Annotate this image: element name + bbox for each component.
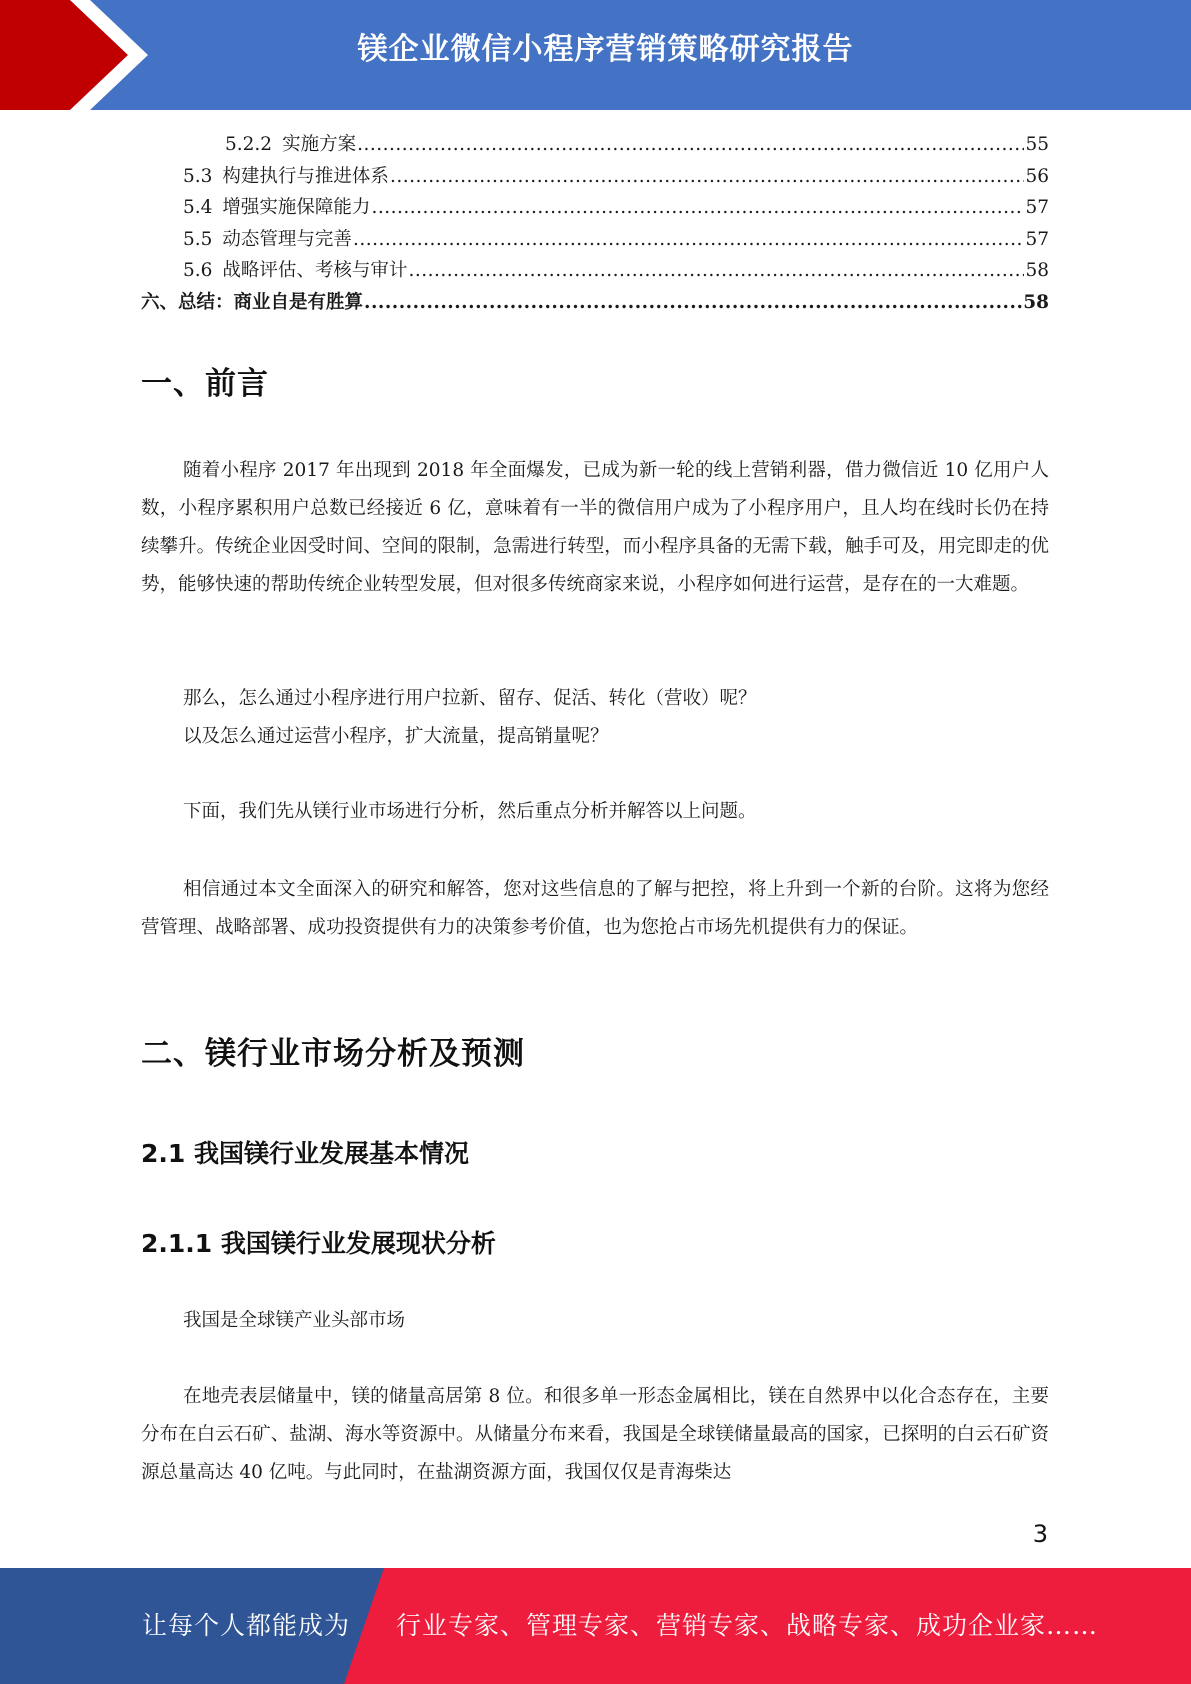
toc-label: 增强实施保障能力 [222, 197, 371, 218]
footer-slogan-left: 让每个人都能成为 [142, 1611, 351, 1640]
toc-label: 实施方案 [282, 134, 357, 155]
toc-entry[interactable] [141, 288, 1049, 320]
page-footer [0, 1568, 1191, 1684]
table-of-contents [141, 130, 1049, 319]
toc-page: 55 [1025, 134, 1049, 155]
report-title: 镁企业微信小程序营销策略研究报告 [357, 32, 854, 67]
toc-entry[interactable] [141, 225, 1049, 257]
toc-page: 58 [1023, 291, 1049, 313]
toc-page: 57 [1025, 228, 1049, 250]
toc-entry[interactable] [141, 162, 1049, 194]
toc-number: 5.3 [183, 165, 213, 187]
page-header [0, 0, 1191, 110]
toc-page: 57 [1025, 197, 1049, 218]
toc-entry[interactable] [141, 256, 1049, 288]
footer-slogan-right: 行业专家、管理专家、营销专家、战略专家、成功企业家…… [396, 1611, 1099, 1640]
section-heading-market: 二、镁行业市场分析及预测 [141, 1036, 525, 1072]
subsection-heading: 2.1.1 我国镁行业发展现状分析 [141, 1229, 496, 1258]
toc-number: 5.5 [183, 228, 213, 250]
toc-label: 构建执行与推进体系 [222, 165, 389, 187]
toc-leader [390, 166, 1025, 187]
toc-leader [353, 229, 1025, 250]
paragraph: 那么，怎么通过小程序进行用户拉新、留存、促活、转化（营收）呢？ [183, 688, 757, 709]
paragraph: 我国是全球镁产业头部市场 [183, 1310, 406, 1331]
toc-leader [408, 260, 1024, 281]
toc-entry[interactable] [141, 193, 1049, 225]
toc-page: 58 [1025, 260, 1049, 281]
paragraph: 下面，我们先从镁行业市场进行分析，然后重点分析并解答以上问题。 [183, 801, 757, 822]
toc-label: 六、总结：商业自是有胜算 [141, 291, 364, 313]
paragraph: 在地壳表层储量中，镁的储量高居第 8 位。和很多单一形态金属相比，镁在自然界中以化合态存在，主要分布在白云石矿、盐湖、海水等资源中。从储量分布来看，我国是全球镁储量最高的国家，已探明的白云石矿资源总量高达 40 亿吨。与此同时，在盐湖资源方面，我国仅仅是青海柴达 [141, 1386, 1049, 1483]
toc-number: 5.6 [183, 260, 213, 281]
toc-page: 56 [1025, 165, 1049, 187]
toc-leader [364, 292, 1022, 313]
section-heading-preface: 一、前言 [141, 366, 269, 402]
toc-number: 5.2.2 [225, 134, 273, 155]
toc-entry[interactable] [141, 130, 1049, 162]
toc-leader [357, 134, 1024, 155]
paragraph: 相信通过本文全面深入的研究和解答，您对这些信息的了解与把控，将上升到一个新的台阶。这将为您经营管理、战略部署、成功投资提供有力的决策参考价值，也为您抢占市场先机提供有力的保证。 [141, 879, 1049, 938]
toc-label: 动态管理与完善 [222, 228, 352, 250]
page-number: 3 [1032, 1520, 1048, 1548]
subsection-heading: 2.1 我国镁行业发展基本情况 [141, 1139, 469, 1168]
paragraph: 以及怎么通过运营小程序，扩大流量，提高销量呢？ [183, 726, 609, 747]
paragraph: 随着小程序 2017 年出现到 2018 年全面爆发，已成为新一轮的线上营销利器，借力微信近 10 亿用户人数，小程序累积用户总数已经接近 6 亿，意味着有一半的微信用户成为了小程序用户，且人均在线时长仍在持续攀升。传统企业因受时间、空间的限制，急需进行转型，而小程序具备的无需下载，触手可及，用完即走的优势，能够快速的帮助传统企业转型发展，但对很多传统商家来说，小程序如何进行运营，是存在的一大难题。 [141, 460, 1049, 595]
toc-number: 5.4 [183, 197, 213, 218]
toc-leader [371, 197, 1024, 218]
toc-label: 战略评估、考核与审计 [222, 260, 408, 281]
